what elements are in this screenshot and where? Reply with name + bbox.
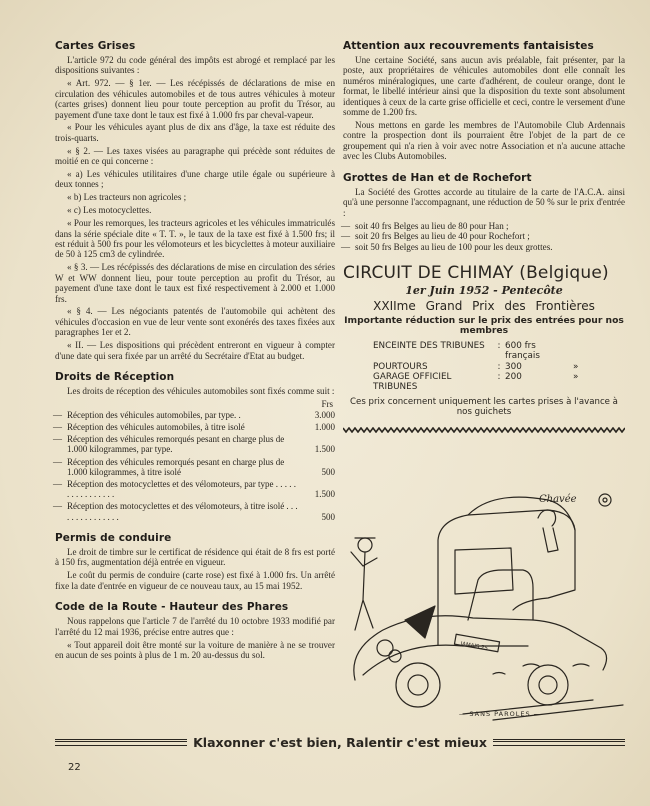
cartes-para: « II. — Les dispositions qui précèdent entreront en vigueur à compter d'une date qui sera fixée par un arrêté du Secrétaire d'Etat au budget. — [55, 340, 335, 361]
price-note: Ces prix concernent uniquement les cartes prises à l'avance à nos guichets — [350, 396, 618, 417]
price-row: ENCEINTE DES TRIBUNES : 600 frs français — [343, 341, 625, 362]
right-column — [343, 40, 625, 438]
rate-label: — Réception des motocyclettes et des vélomoteurs, à titre isolé . . . . . . . . . . . . . . . — [55, 501, 305, 521]
cartes-para: « b) Les tracteurs non agricoles ; — [67, 192, 187, 203]
code-para: « Tout appareil doit être monté sur la voiture de manière à ne se trouver en aucun de ses points à plus de 1 m. 20 au-dessus du sol. — [55, 639, 335, 661]
currency-unit: Frs — [321, 399, 333, 410]
cartes-grises-heading: Cartes Grises — [55, 40, 136, 52]
rate-value: 1.000 — [314, 421, 335, 432]
price-unit: » — [573, 361, 579, 372]
droits-reception-heading: Droits de Réception — [55, 371, 175, 384]
left-column — [55, 40, 335, 663]
rate-value: 1.500 — [314, 489, 335, 500]
price-value: 600 frs français — [505, 340, 540, 362]
permis-para: Le droit de timbre sur le certificat de résidence qui était de 8 frs est porté à 150 frs, augmentation déjà entrée en vigueur. — [55, 546, 335, 568]
circuit-title: CIRCUIT DE CHIMAY (Belgique) — [343, 262, 609, 283]
rate-value: 3.000 — [314, 409, 335, 420]
license-plate-text: JAMAIS 25 — [460, 641, 489, 652]
permis-para: Le coût du permis de conduire (carte rose) est fixé à 1.000 frs. Un arrêté fixe la date d'entrée en vigueur de ce nouveau taux, au 15 mai 1952. — [55, 570, 335, 591]
price-row: GARAGE OFFICIEL TRIBUNES : 200 » — [343, 372, 625, 393]
price-value: 300 — [505, 361, 522, 372]
cartes-para: « c) Les motocyclettes. — [67, 205, 152, 216]
cartes-para: « Pour les véhicules ayant plus de dix ans d'âge, la taxe est réduite des trois-quarts. — [55, 122, 335, 143]
circuit-date: 1er Juin 1952 - Pentecôte — [405, 283, 563, 297]
cartes-para: « § 4. — Les négociants patentés de l'automobile qui achètent des véhicules d'occasion en vue de leur vente sont exonérés des taxes fixées aux paragraphes 1er et 2. — [55, 306, 335, 338]
price-unit: » — [573, 371, 579, 382]
cartoon-caption: — SANS PAROLES — — [458, 710, 542, 718]
attention-para: Une certaine Société, sans aucun avis préalable, fait présenter, par la poste, aux propriétaires de véhicules automobiles dont elle connaît les numéros minéralogiques, une carte d'adhérent, de couleur orange, dont le format, le libellé intérieur ainsi que la disposition du texte sont absolument identiques à ceux de la carte grise officielle et ceci, contre le versement d'une somme de 1.200 frs. — [343, 55, 625, 118]
attention-para: Nous mettons en garde les membres de l'Automobile Club Ardennais contre la prospection dont ils pourraient être l'objet de la part de ce groupement qui n'a rien à voir avec notre Association et n'a aucune attache avec les Clubs Automobiles. — [343, 119, 625, 162]
price-label: POURTOURS — [373, 361, 428, 372]
grottes-heading: Grottes de Han et de Rochefort — [343, 172, 532, 185]
footer-rule-left — [55, 739, 187, 746]
reduction-subtitle: Importante réduction sur le prix des entrées pour nos membres — [344, 314, 624, 337]
page-number: 22 — [68, 762, 81, 773]
rate-label: — Réception des véhicules automobiles, à titre isolé — [55, 422, 305, 432]
code-route-heading: Code de la Route - Hauteur des Phares — [55, 601, 289, 614]
cartes-para: « Pour les remorques, les tracteurs agricoles et les véhicules immatriculés dans la série spéciale dite « T. T. », le taux de la taxe est fixé à 1.500 frs; il est réduit à 500 frs pour les vélomoteurs et les bicyclettes à moteur auxiliaire de 50 à 125 cm3 de cylindrée. — [55, 218, 335, 260]
cartoon-signature: Chavée — [539, 494, 577, 505]
price-label: GARAGE OFFICIEL TRIBUNES — [373, 371, 452, 393]
grottes-item: — soit 40 frs Belges au lieu de 80 pour Han ; — [343, 221, 625, 232]
footer-slogan: Klaxonner c'est bien, Ralentir c'est mieux — [193, 734, 487, 750]
rate-row — [55, 479, 335, 499]
rate-value: 1.500 — [314, 444, 335, 455]
rate-value: 500 — [321, 511, 335, 522]
permis-heading: Permis de conduire — [55, 531, 172, 544]
cartes-para: « § 3. — Les récépissés des déclarations de mise en circulation des séries W et WW donnent lieu, pour toute perception au profit du Trésor, au payement d'une taxe dont le taux est fixé respectivement à 2.000 et 1.000 frs. — [55, 262, 335, 304]
footer-rule-right — [493, 739, 625, 746]
cartes-para: « Art. 972. — § 1er. — Les récépissés de déclarations de mise en circulation des véhicules automobiles et de tous autres véhicules à moteur (cartes grises) donnent lieu pour toute perception au profit du Trésor, au payement d'une taxe dont le taux est fixé à 1.000 frs par cheval-vapeur. — [55, 78, 335, 120]
code-para: Nous rappelons que l'article 7 de l'arrêté du 10 octobre 1933 modifié par l'arrêté du 12 mai 1936, précise entre autres que : — [55, 616, 335, 637]
rate-label: — Réception des véhicules remorqués pesant en charge plus de 1.000 kilogrammes, à titre isolé — [55, 457, 305, 477]
grand-prix-title: XXIIme Grand Prix des Frontières — [373, 298, 595, 313]
rate-label: — Réception des véhicules remorqués pesant en charge plus de 1.000 kilogrammes, par type. — [55, 434, 305, 454]
grottes-item: — soit 20 frs Belges au lieu de 40 pour Rochefort ; — [343, 231, 625, 242]
rate-label: — Réception des motocyclettes et des vélomoteurs, par type . . . . . . . . . . . . . . . . — [55, 479, 305, 499]
cartes-para: L'article 972 du code général des impôts est abrogé et remplacé par les dispositions suivantes : — [55, 55, 335, 76]
price-label: ENCEINTE DES TRIBUNES — [373, 340, 485, 351]
rate-value: 500 — [321, 466, 335, 477]
rate-row — [55, 422, 335, 432]
zigzag-divider — [343, 427, 625, 433]
cartoon-illustration — [343, 470, 627, 730]
price-value: 200 — [505, 371, 522, 382]
grottes-item: — soit 50 frs Belges au lieu de 100 pour les deux grottes. — [343, 242, 625, 253]
grottes-intro: La Société des Grottes accorde au titulaire de la carte de l'A.C.A. ainsi qu'à une personne l'accompagnant, une réduction de 50 % sur le prix d'entrée : — [343, 187, 625, 218]
price-unit — [573, 341, 613, 362]
rate-label: — Réception des véhicules automobiles, par type. . — [55, 410, 305, 420]
rate-row — [55, 410, 335, 420]
cartes-para: « § 2. — Les taxes visées au paragraphe qui précède sont réduites de moitié en ce qui concerne : — [55, 145, 335, 167]
rate-row — [55, 434, 335, 454]
rate-row — [55, 501, 335, 521]
droits-intro: Les droits de réception des véhicules automobiles sont fixés comme suit : — [67, 386, 335, 397]
attention-heading: Attention aux recouvrements fantaisistes — [343, 40, 594, 52]
rate-row — [55, 457, 335, 477]
footer-slogan-bar — [55, 735, 625, 749]
cartes-para: « a) Les véhicules utilitaires d'une charge utile égale ou supérieure à deux tonnes ; — [55, 169, 335, 190]
price-row: POURTOURS : 300 » — [343, 362, 625, 372]
